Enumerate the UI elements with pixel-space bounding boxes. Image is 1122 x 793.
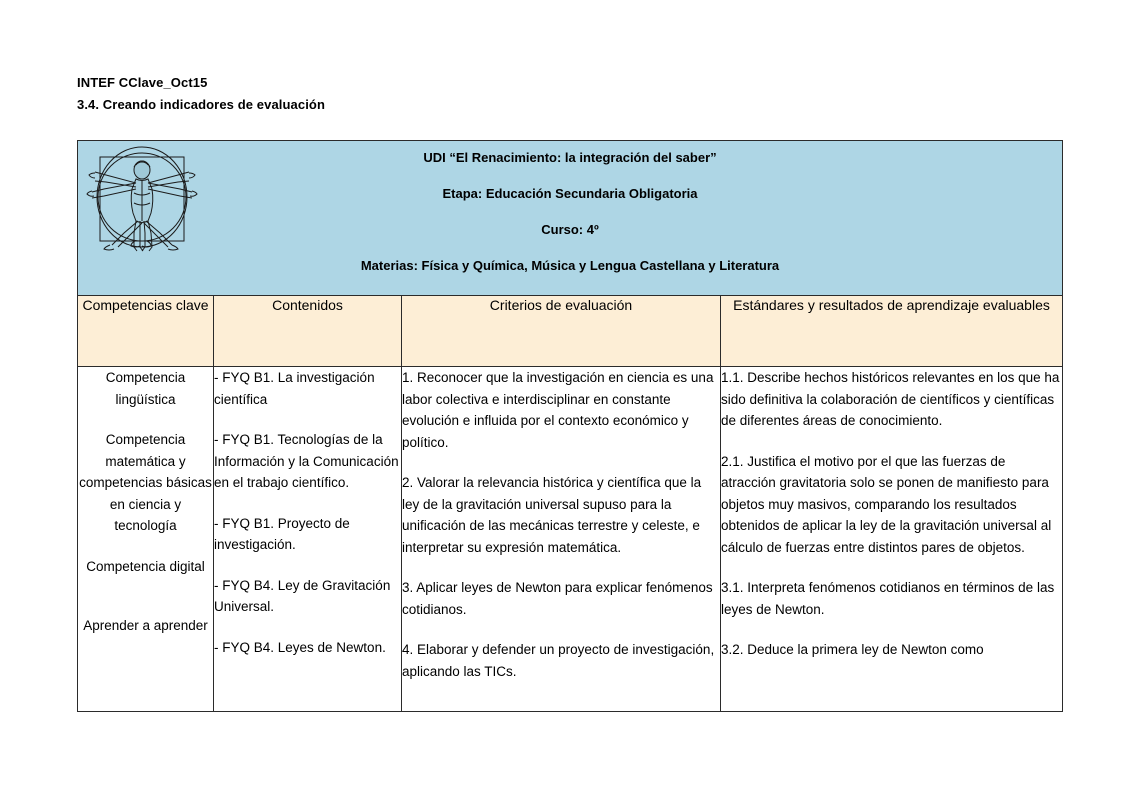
cell-criterios-evaluacion [402,367,721,712]
competencia-item: Competencia lingüística [105,370,186,407]
criterio-item: 1. Reconocer que la investigación en ciencia es una labor colectiva e interdisciplinar en constante evolución e influida por el contexto económico y político. [402,370,714,450]
competencia-item: Competencia digital [86,558,205,574]
banner-line-etapa: Etapa: Educación Secundaria Obligatoria [442,186,698,201]
banner-line-udi: UDI “El Renacimiento: la integración del saber” [423,150,717,165]
criterio-item: 3. Aplicar leyes de Newton para explicar fenómenos cotidianos. [402,580,713,617]
contenido-item: - FYQ B1. Proyecto de investigación. [214,515,350,552]
table-header-row [78,296,1063,367]
cell-contenidos [214,367,402,712]
banner-cell [78,141,1063,296]
cell-competencias-clave [78,367,214,712]
document-heading [77,72,325,116]
table-body-row [78,367,1063,712]
contenido-item: - FYQ B4. Leyes de Newton. [214,639,386,655]
udi-table [77,140,1063,712]
column-header-estandares: Estándares y resultados de aprendizaje evaluables [721,296,1063,367]
column-header-criterios-evaluacion: Criterios de evaluación [402,296,721,367]
criterio-item: 4. Elaborar y defender un proyecto de investigación, aplicando las TICs. [402,642,715,679]
contenido-item: - FYQ B4. Ley de Gravitación Universal. [214,577,391,614]
banner-text-block [78,149,1062,293]
cell-estandares [721,367,1063,712]
contenido-item: - FYQ B1. Tecnologías de la Información y la Comunicación en el trabajo científico. [214,432,399,490]
estandar-item: 1.1. Describe hechos históricos relevantes en los que ha sido definitiva la colaboración de científicos y científicas de diferentes áreas de conocimiento. [721,370,1060,428]
competencia-item: Competencia matemática y competencias básicas en ciencia y tecnología [79,432,212,533]
column-header-contenidos: Contenidos [214,296,402,367]
estandar-item: 3.2. Deduce la primera ley de Newton como [721,642,984,657]
contenido-item: - FYQ B1. La investigación científica [214,370,375,407]
table-banner-row [78,141,1063,296]
estandar-item: 2.1. Justifica el motivo por el que las fuerzas de atracción gravitatoria solo se ponen de manifiesto para objetos muy masivos, comparando los resultados obtenidos de aplicar la ley de la gravitación universal al cálculo de fuerzas entre distintos pares de objetos. [721,453,1052,555]
banner-line-materias: Materias: Física y Química, Música y Lengua Castellana y Literatura [360,258,780,273]
heading-line-1: INTEF CClave_Oct15 [77,75,208,90]
competencia-item: Aprender a aprender [83,618,208,633]
heading-line-2: 3.4. Creando indicadores de evaluación [77,97,325,112]
criterio-item: 2. Valorar la relevancia histórica y científica que la ley de la gravitación universal supuso para la unificación de las mecánicas terrestre y celeste, e interpretar su expresión matemática. [402,475,702,555]
estandar-item: 3.1. Interpreta fenómenos cotidianos en términos de las leyes de Newton. [721,580,1055,617]
banner-line-curso: Curso: 4º [541,222,599,237]
column-header-competencias-clave: Competencias clave [78,296,214,367]
